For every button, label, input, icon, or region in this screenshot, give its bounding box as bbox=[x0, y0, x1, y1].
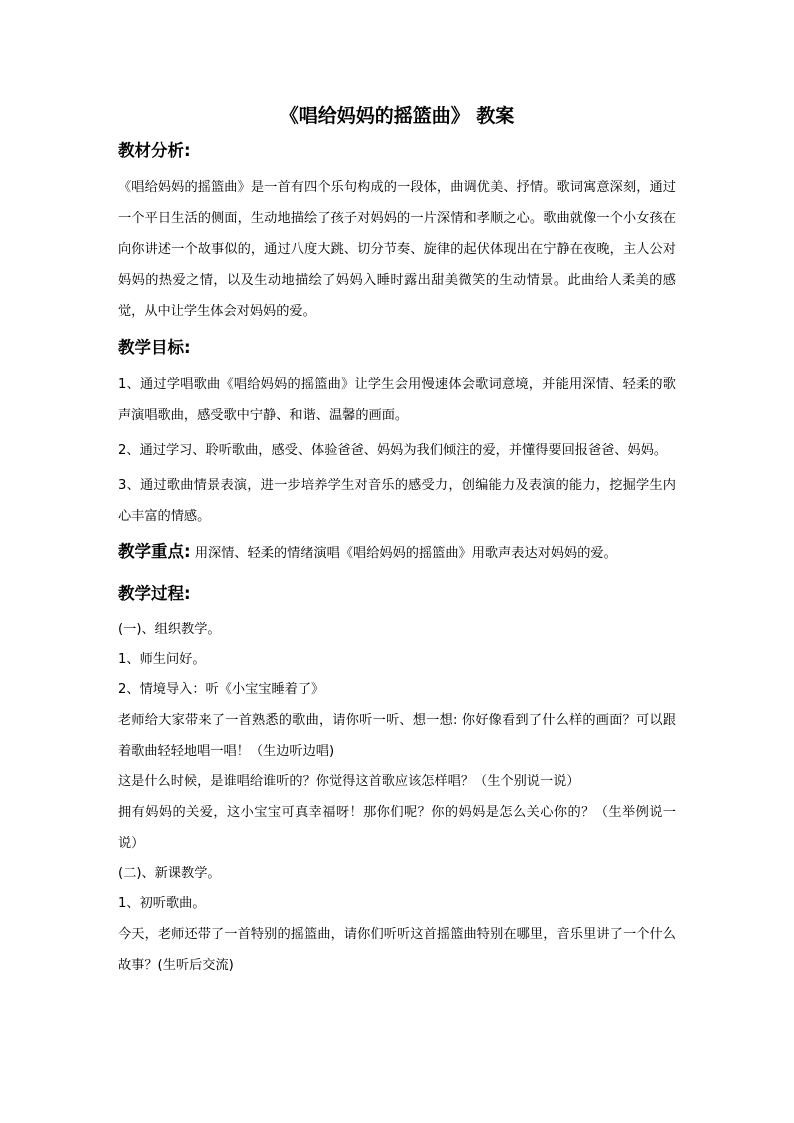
goals-heading: 教学目标: bbox=[118, 338, 191, 357]
analysis-heading: 教材分析: bbox=[118, 141, 191, 160]
goal-item-1: 1、通过学唱歌曲《唱给妈妈的摇篮曲》让学生会用慢速体会歌词意境，并能用深情、轻柔的歌声演唱歌曲，感受歌中宁静、和谐、温馨的画面。 bbox=[118, 377, 676, 423]
goal-item-3: 3、通过歌曲情景表演，进一步培养学生对音乐的感受力，创编能力及表演的能力，挖掘学生内心丰富的情感。 bbox=[118, 478, 676, 524]
process-line-2: 1、师生问好。 bbox=[118, 652, 206, 667]
document-page bbox=[118, 100, 676, 981]
process-heading: 教学过程: bbox=[118, 584, 191, 603]
process-line-9: 今天，老师还带了一首特别的摇篮曲，请你们听听这首摇篮曲特别在哪里，音乐里讲了一个什么故事？(生听后交流) bbox=[118, 927, 676, 973]
focus-paragraph bbox=[118, 536, 676, 569]
focus-body: 用深情、轻柔的情绪演唱《唱给妈妈的摇篮曲》用歌声表达对妈妈的爱。 bbox=[194, 546, 617, 561]
focus-heading: 教学重点: bbox=[118, 542, 191, 561]
process-line-7: (二)、新课教学。 bbox=[118, 866, 221, 881]
process-line-1: (一)、组织教学。 bbox=[118, 622, 221, 637]
process-line-6: 拥有妈妈的关爱，这小宝宝可真幸福呀！那你们呢？你的妈妈是怎么关心你的？（生举例说一说） bbox=[118, 805, 676, 851]
process-line-3: 2、情境导入：听《小宝宝睡着了》 bbox=[118, 682, 325, 697]
document-title: 《唱给妈妈的摇篮曲》 教案 bbox=[279, 105, 515, 127]
goal-item-2: 2、通过学习、聆听歌曲，感受、体验爸爸、妈妈为我们倾注的爱，并懂得要回报爸爸、妈妈。 bbox=[118, 443, 668, 458]
process-line-8: 1、初听歌曲。 bbox=[118, 896, 206, 911]
process-line-4: 老师给大家带来了一首熟悉的歌曲，请你听一听、想一想: 你好像看到了什么样的画面？可以跟着歌曲轻轻地唱一唱！（生边听边唱) bbox=[118, 713, 676, 759]
process-line-5: 这是什么时候，是谁唱给谁听的？你觉得这首歌应该怎样唱？（生个别说一说） bbox=[118, 774, 580, 789]
analysis-paragraph: 《唱给妈妈的摇篮曲》是一首有四个乐句构成的一段体，曲调优美、抒情。歌词寓意深刻，通过一个平日生活的侧面，生动地描绘了孩子对妈妈的一片深情和孝顺之心。歌曲就像一个小女孩在向你讲述一个故事似的，通过八度大跳、切分节奏、旋律的起伏体现出在宁静在夜晚，主人公对妈妈的热爱之情，以及生动地描绘了妈妈入睡时露出甜美微笑的生动情景。此曲给人柔美的感觉，从中让学生体会对妈妈的爱。 bbox=[118, 180, 676, 319]
